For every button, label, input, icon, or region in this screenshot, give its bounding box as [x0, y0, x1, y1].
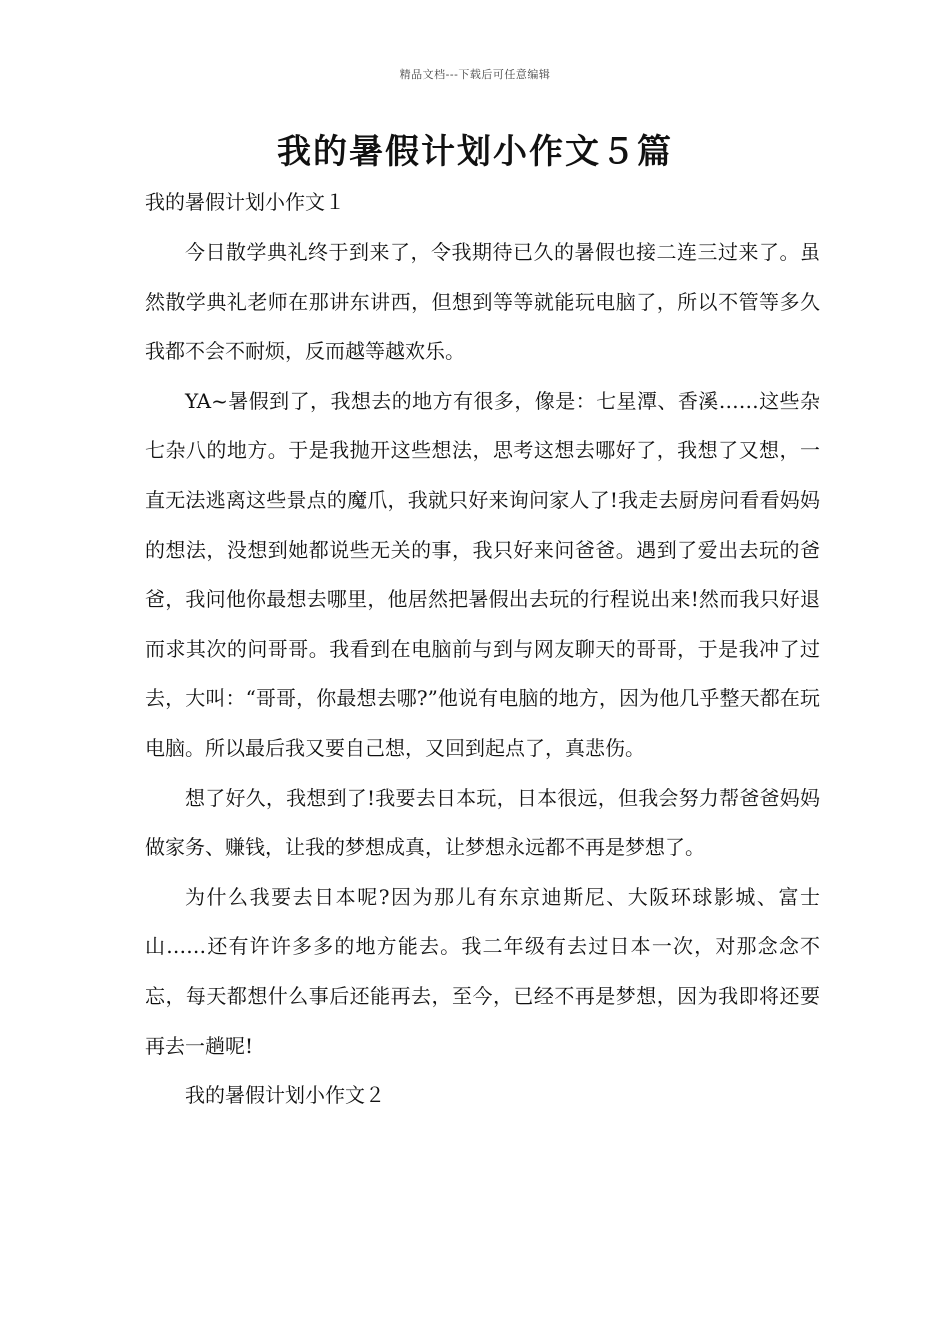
section-heading-2: 我的暑假计划小作文２ [185, 1083, 385, 1108]
document-title: 我的暑假计划小作文５篇 [277, 132, 673, 172]
article-body [145, 228, 820, 1121]
section-heading-1: 我的暑假计划小作文１ [145, 190, 345, 214]
paragraph: YA~暑假到了，我想去的地方有很多，像是：七星潭、香溪……这些杂七杂八的地方。于是我抛开这些想法，思考这想去哪好了，我想了又想，一直无法逃离这些景点的魔爪，我就只好来询问家人了!我走去厨房问看看妈妈的想法，没想到她都说些无关的事，我只好来问爸爸。遇到了爱出去玩的爸爸，我问他你最想去哪里，他居然把暑假出去玩的行程说出来!然而我只好退而求其次的问哥哥。我看到在电脑前与到与网友聊天的哥哥，于是我冲了过去，大叫：“哥哥，你最想去哪?”他说有电脑的地方，因为他几乎整天都在玩电脑。所以最后我又要自己想，又回到起点了，真悲伤。 [145, 388, 820, 760]
paragraph: 今日散学典礼终于到来了，令我期待已久的暑假也接二连三过来了。虽然散学典礼老师在那讲东讲西，但想到等等就能玩电脑了，所以不管等多久我都不会不耐烦，反而越等越欢乐。 [145, 240, 820, 364]
page-header-note: 精品文档---下载后可任意编辑 [399, 68, 551, 81]
paragraph: 想了好久，我想到了!我要去日本玩，日本很远，但我会努力帮爸爸妈妈做家务、赚钱，让我的梦想成真，让梦想永远都不再是梦想了。 [145, 785, 820, 860]
paragraph: 为什么我要去日本呢?因为那儿有东京迪斯尼、大阪环球影城、富士山……还有许许多多的地方能去。我二年级有去过日本一次，对那念念不忘，每天都想什么事后还能再去，至今，已经不再是梦想，因为我即将还要再去一趟呢! [145, 884, 820, 1058]
